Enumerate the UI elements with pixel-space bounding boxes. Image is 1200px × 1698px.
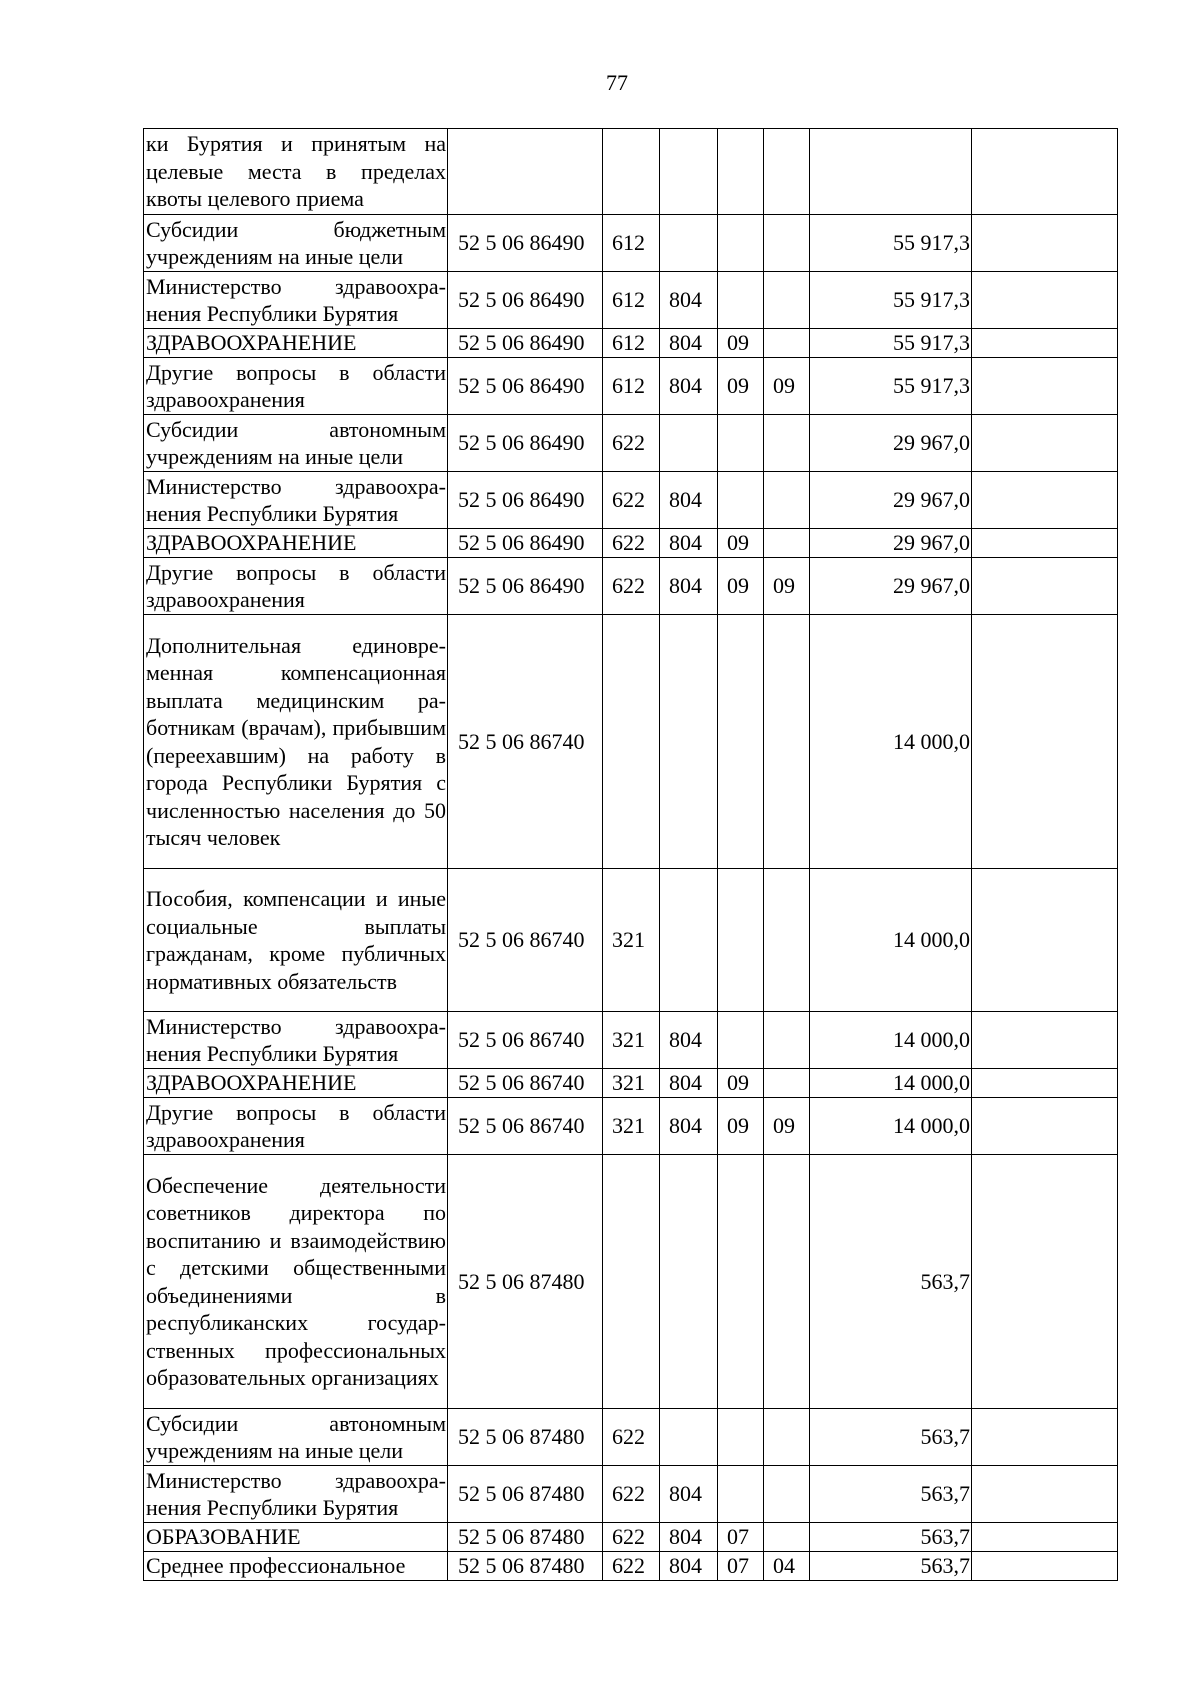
row-section	[718, 1155, 764, 1409]
row-target-code: 52 5 06 86490	[448, 272, 603, 329]
row-name: Субсидии бюджетным учреждениям на иные цели	[144, 215, 448, 272]
row-target-code: 52 5 06 86490	[448, 329, 603, 358]
row-name: ЗДРАВООХРАНЕНИЕ	[144, 1069, 448, 1098]
row-amount: 55 917,3	[810, 358, 972, 415]
row-target-code: 52 5 06 86490	[448, 529, 603, 558]
row-name: Субсидии автономным учреждениям на иные цели	[144, 415, 448, 472]
row-subsection: 04	[764, 1552, 810, 1581]
row-extra	[972, 558, 1118, 615]
row-section	[718, 472, 764, 529]
row-ministry-code	[660, 215, 718, 272]
row-subsection	[764, 1012, 810, 1069]
row-expense-type: 622	[603, 415, 660, 472]
row-expense-type: 622	[603, 1466, 660, 1523]
row-expense-type: 321	[603, 1069, 660, 1098]
row-ministry-code: 804	[660, 272, 718, 329]
table-body	[144, 129, 1118, 1581]
row-extra	[972, 869, 1118, 1012]
row-extra	[972, 358, 1118, 415]
row-section	[718, 129, 764, 215]
row-ministry-code: 804	[660, 358, 718, 415]
row-expense-type: 622	[603, 558, 660, 615]
row-target-code: 52 5 06 86740	[448, 1012, 603, 1069]
row-ministry-code	[660, 1155, 718, 1409]
table-row	[144, 1466, 1118, 1523]
row-expense-type	[603, 1155, 660, 1409]
row-extra	[972, 272, 1118, 329]
table-row	[144, 415, 1118, 472]
row-target-code: 52 5 06 86490	[448, 358, 603, 415]
row-name: Министерство здравоохранения Республики Бурятия	[144, 1466, 448, 1523]
row-expense-type: 612	[603, 329, 660, 358]
row-amount	[810, 129, 972, 215]
row-subsection	[764, 129, 810, 215]
row-name: Пособия, компенсации и иные социальные выплаты гражданам, кроме публичных нормативных обязательств	[144, 869, 448, 1012]
row-extra	[972, 1409, 1118, 1466]
table-row	[144, 529, 1118, 558]
row-extra	[972, 1069, 1118, 1098]
row-ministry-code: 804	[660, 558, 718, 615]
row-subsection	[764, 615, 810, 869]
row-section	[718, 415, 764, 472]
row-extra	[972, 529, 1118, 558]
row-ministry-code: 804	[660, 1069, 718, 1098]
row-target-code: 52 5 06 86490	[448, 472, 603, 529]
row-name: Министерство здравоохранения Республики Бурятия	[144, 472, 448, 529]
row-extra	[972, 1523, 1118, 1552]
row-ministry-code: 804	[660, 1552, 718, 1581]
row-target-code: 52 5 06 86740	[448, 1098, 603, 1155]
table-row	[144, 1552, 1118, 1581]
row-name: ЗДРАВООХРАНЕНИЕ	[144, 529, 448, 558]
row-target-code: 52 5 06 87480	[448, 1466, 603, 1523]
row-amount: 563,7	[810, 1552, 972, 1581]
row-target-code: 52 5 06 87480	[448, 1552, 603, 1581]
row-amount: 14 000,0	[810, 615, 972, 869]
row-subsection: 09	[764, 358, 810, 415]
row-expense-type: 612	[603, 272, 660, 329]
row-amount: 14 000,0	[810, 1069, 972, 1098]
row-amount: 14 000,0	[810, 1098, 972, 1155]
row-ministry-code	[660, 415, 718, 472]
row-subsection	[764, 1523, 810, 1552]
row-name: Министерство здравоохранения Республики Бурятия	[144, 1012, 448, 1069]
row-subsection	[764, 272, 810, 329]
row-ministry-code	[660, 129, 718, 215]
row-target-code: 52 5 06 86740	[448, 869, 603, 1012]
table-row	[144, 1155, 1118, 1409]
table-row	[144, 615, 1118, 869]
row-subsection: 09	[764, 1098, 810, 1155]
row-target-code: 52 5 06 87480	[448, 1155, 603, 1409]
row-amount: 29 967,0	[810, 472, 972, 529]
row-expense-type	[603, 615, 660, 869]
row-expense-type: 321	[603, 1012, 660, 1069]
row-extra	[972, 1552, 1118, 1581]
row-section	[718, 1466, 764, 1523]
row-amount: 29 967,0	[810, 558, 972, 615]
row-name: ки Бурятия и принятым на целевые места в пределах квоты целевого приема	[144, 129, 448, 215]
row-name: Министерство здравоохранения Республики Бурятия	[144, 272, 448, 329]
row-section	[718, 869, 764, 1012]
row-section: 09	[718, 529, 764, 558]
row-name: Другие вопросы в области здравоохранения	[144, 358, 448, 415]
row-expense-type: 321	[603, 1098, 660, 1155]
row-target-code: 52 5 06 86490	[448, 558, 603, 615]
row-subsection	[764, 1409, 810, 1466]
row-amount: 55 917,3	[810, 272, 972, 329]
row-expense-type	[603, 129, 660, 215]
row-subsection: 09	[764, 558, 810, 615]
row-subsection	[764, 472, 810, 529]
row-expense-type: 612	[603, 358, 660, 415]
row-amount: 29 967,0	[810, 529, 972, 558]
table-row	[144, 558, 1118, 615]
row-name: Обеспечение деятельности советников директора по воспитанию и взаимодействию с детскими общественными объединениями в республиканских государственных профессиональных образовательных организациях	[144, 1155, 448, 1409]
row-subsection	[764, 869, 810, 1012]
row-target-code: 52 5 06 86740	[448, 615, 603, 869]
row-ministry-code: 804	[660, 1012, 718, 1069]
row-expense-type: 612	[603, 215, 660, 272]
row-expense-type: 622	[603, 1552, 660, 1581]
row-amount: 14 000,0	[810, 1012, 972, 1069]
row-target-code: 52 5 06 86490	[448, 415, 603, 472]
row-amount: 563,7	[810, 1155, 972, 1409]
row-section	[718, 215, 764, 272]
table-row	[144, 869, 1118, 1012]
row-name: Другие вопросы в области здравоохранения	[144, 558, 448, 615]
row-amount: 563,7	[810, 1409, 972, 1466]
row-subsection	[764, 1155, 810, 1409]
row-section: 09	[718, 558, 764, 615]
row-amount: 55 917,3	[810, 215, 972, 272]
row-target-code: 52 5 06 86740	[448, 1069, 603, 1098]
row-amount: 563,7	[810, 1466, 972, 1523]
page-number: 77	[606, 70, 628, 95]
table-row	[144, 472, 1118, 529]
row-extra	[972, 415, 1118, 472]
row-expense-type: 622	[603, 472, 660, 529]
row-extra	[972, 1466, 1118, 1523]
row-name: Среднее профессиональное	[144, 1552, 448, 1581]
row-section: 09	[718, 329, 764, 358]
row-subsection	[764, 329, 810, 358]
row-target-code	[448, 129, 603, 215]
row-section	[718, 1012, 764, 1069]
row-subsection	[764, 1069, 810, 1098]
row-expense-type: 622	[603, 1409, 660, 1466]
row-amount: 563,7	[810, 1523, 972, 1552]
row-name: ЗДРАВООХРАНЕНИЕ	[144, 329, 448, 358]
row-extra	[972, 1155, 1118, 1409]
row-ministry-code: 804	[660, 1523, 718, 1552]
row-ministry-code: 804	[660, 1098, 718, 1155]
row-name: Другие вопросы в области здравоохранения	[144, 1098, 448, 1155]
budget-table	[143, 128, 1118, 1581]
row-extra	[972, 329, 1118, 358]
row-ministry-code	[660, 1409, 718, 1466]
row-section	[718, 615, 764, 869]
table-row	[144, 329, 1118, 358]
row-subsection	[764, 415, 810, 472]
row-expense-type: 622	[603, 1523, 660, 1552]
row-section	[718, 272, 764, 329]
row-subsection	[764, 215, 810, 272]
row-name: Субсидии автономным учреждениям на иные цели	[144, 1409, 448, 1466]
row-amount: 29 967,0	[810, 415, 972, 472]
row-section	[718, 1409, 764, 1466]
row-target-code: 52 5 06 86490	[448, 215, 603, 272]
table-row	[144, 1069, 1118, 1098]
row-section: 09	[718, 358, 764, 415]
row-section: 07	[718, 1523, 764, 1552]
row-extra	[972, 615, 1118, 869]
table-row	[144, 1409, 1118, 1466]
row-name: Дополнительная единовременная компенсационная выплата медицинским работникам (врачам), прибывшим (переехавшим) на работу в города Республики Бурятия с численностью населения до 50 тысяч человек	[144, 615, 448, 869]
table-row	[144, 129, 1118, 215]
row-extra	[972, 129, 1118, 215]
row-section: 09	[718, 1098, 764, 1155]
table-row	[144, 1098, 1118, 1155]
row-ministry-code	[660, 869, 718, 1012]
row-section: 09	[718, 1069, 764, 1098]
row-ministry-code	[660, 615, 718, 869]
row-subsection	[764, 529, 810, 558]
table-row	[144, 358, 1118, 415]
row-target-code: 52 5 06 87480	[448, 1409, 603, 1466]
row-ministry-code: 804	[660, 329, 718, 358]
row-section: 07	[718, 1552, 764, 1581]
row-extra	[972, 1012, 1118, 1069]
table-row	[144, 272, 1118, 329]
row-amount: 14 000,0	[810, 869, 972, 1012]
row-target-code: 52 5 06 87480	[448, 1523, 603, 1552]
row-ministry-code: 804	[660, 1466, 718, 1523]
row-ministry-code: 804	[660, 472, 718, 529]
row-extra	[972, 1098, 1118, 1155]
row-amount: 55 917,3	[810, 329, 972, 358]
row-ministry-code: 804	[660, 529, 718, 558]
row-subsection	[764, 1466, 810, 1523]
row-expense-type: 622	[603, 529, 660, 558]
row-extra	[972, 472, 1118, 529]
row-expense-type: 321	[603, 869, 660, 1012]
table-row	[144, 1523, 1118, 1552]
row-extra	[972, 215, 1118, 272]
table-row	[144, 215, 1118, 272]
row-name: ОБРАЗОВАНИЕ	[144, 1523, 448, 1552]
table-row	[144, 1012, 1118, 1069]
